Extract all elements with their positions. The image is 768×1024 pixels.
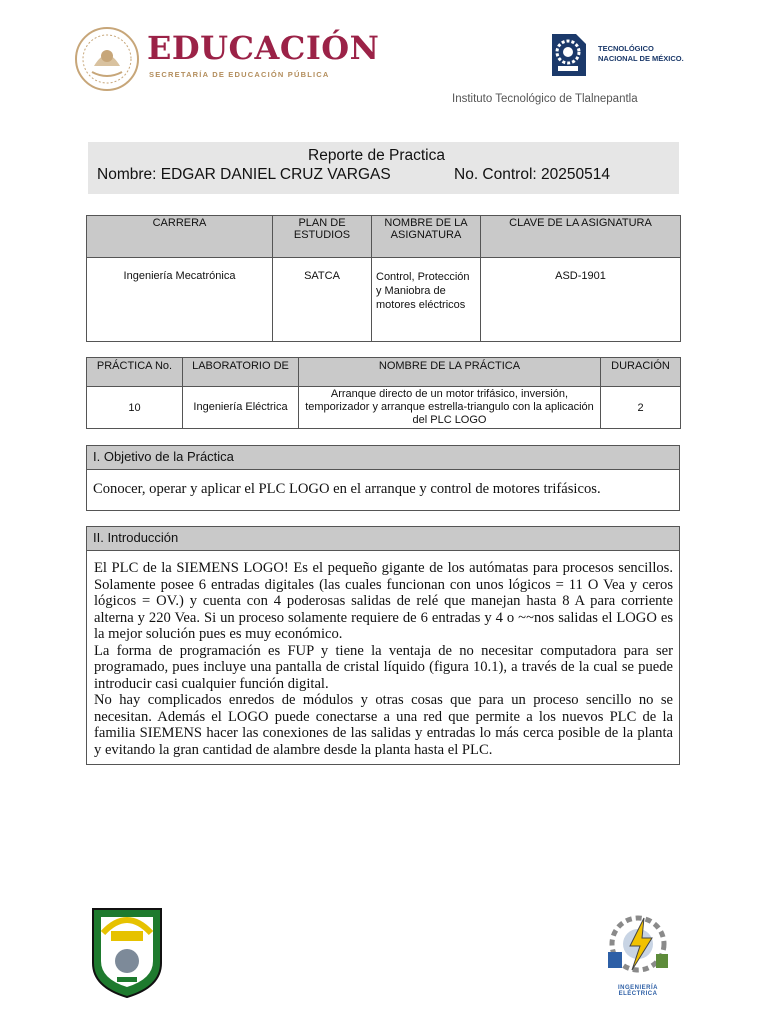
introduction-heading: II. Introducción (87, 527, 679, 551)
table-header-row (87, 216, 681, 258)
sep-seal-logo (74, 26, 140, 92)
tecnm-line-1: TECNOLÓGICO (598, 44, 654, 53)
objective-section (86, 445, 680, 511)
table-row (87, 258, 681, 342)
cell-duracion: 2 (601, 387, 681, 429)
introduction-section (86, 526, 680, 765)
objective-heading: I. Objetivo de la Práctica (87, 446, 679, 470)
sep-title: EDUCACIÓN (147, 29, 380, 67)
header-nombre-practica: NOMBRE DE LA PRÁCTICA (299, 358, 601, 387)
header-practica-no: PRÁCTICA No. (87, 358, 183, 387)
ingenieria-electrica-logo (600, 908, 676, 997)
intro-paragraph-1: El PLC de la SIEMENS LOGO! Es el pequeño gigante de los autómatas para procesos sencillos. Solamente posee 6 entradas digitales (las cuales funcionan con unos lógicos = 11 O Vea y ceros lógicos = OV.) y cuenta con 4 poderosas salidas de relé que manejan hasta 8 A para corriente alterna y 220 Vea. Si un proceso solamente requiere de 6 entradas y 4 o ~~nos salidas el LOGO es la mejor solución pues es muy económico. (94, 560, 673, 642)
student-name: Nombre: EDGAR DANIEL CRUZ VARGAS (97, 166, 391, 183)
cell-laboratorio: Ingeniería Eléctrica (183, 387, 299, 429)
sep-subtitle: SECRETARÍA DE EDUCACIÓN PÚBLICA (149, 70, 330, 79)
header-duracion: DURACIÓN (601, 358, 681, 387)
header-laboratorio: LABORATORIO DE (183, 358, 299, 387)
cell-carrera: Ingeniería Mecatrónica (87, 258, 273, 342)
cell-clave: ASD-1901 (481, 258, 681, 342)
objective-text: Conocer, operar y aplicar el PLC LOGO en el arranque y control de motores trifásicos. (93, 481, 601, 497)
header-asignatura: NOMBRE DE LA ASIGNATURA (372, 216, 481, 258)
report-title: Reporte de Practica (308, 147, 445, 164)
tecnm-line-2: NACIONAL DE MÉXICO. (598, 54, 684, 63)
header-carrera: CARRERA (87, 216, 273, 258)
tecnm-logo (546, 30, 590, 80)
table-header-row (87, 358, 681, 387)
cell-asignatura: Control, Protección y Maniobra de motores eléctricos (372, 258, 481, 342)
course-info-table (86, 215, 681, 342)
intro-paragraph-2: La forma de programación es FUP y tiene la ventaja de no necesitar computadora para ser programado, pues incluye una pantalla de cristal líquido (figura 10.1), a través de la cual se puede introducir casi cualquier función digital. (94, 642, 673, 692)
introduction-body (87, 551, 679, 758)
electrica-label: INGENIERÍA ELÉCTRICA (617, 985, 658, 997)
header-clave: CLAVE DE LA ASIGNATURA (481, 216, 681, 258)
tecnm-name (598, 44, 684, 64)
cell-practica-no: 10 (87, 387, 183, 429)
institute-name: Instituto Tecnológico de Tlalnepantla (452, 93, 638, 105)
intro-paragraph-3: No hay complicados enredos de módulos y otras cosas que para un proceso sencillo no se necesitan. Además el LOGO puede conectarse a una red que permite a los nuevos PLC de la familia SIEMENS hacer las conexiones de las salidas y entradas lo más cerca posible de la planta y evitando la gran cantidad de alambre desde la planta hasta el PLC. (94, 692, 673, 758)
header-plan: PLAN DE ESTUDIOS (273, 216, 372, 258)
electric-gear-icon (600, 908, 676, 980)
table-row (87, 387, 681, 429)
institute-shield-logo (87, 903, 167, 999)
cell-plan: SATCA (273, 258, 372, 342)
cell-nombre-practica: Arranque directo de un motor trifásico, inversión, temporizador y arranque estrella-triangulo con la aplicación del PLC LOGO (299, 387, 601, 429)
practice-info-table (86, 357, 681, 429)
control-number: No. Control: 20250514 (454, 166, 610, 183)
